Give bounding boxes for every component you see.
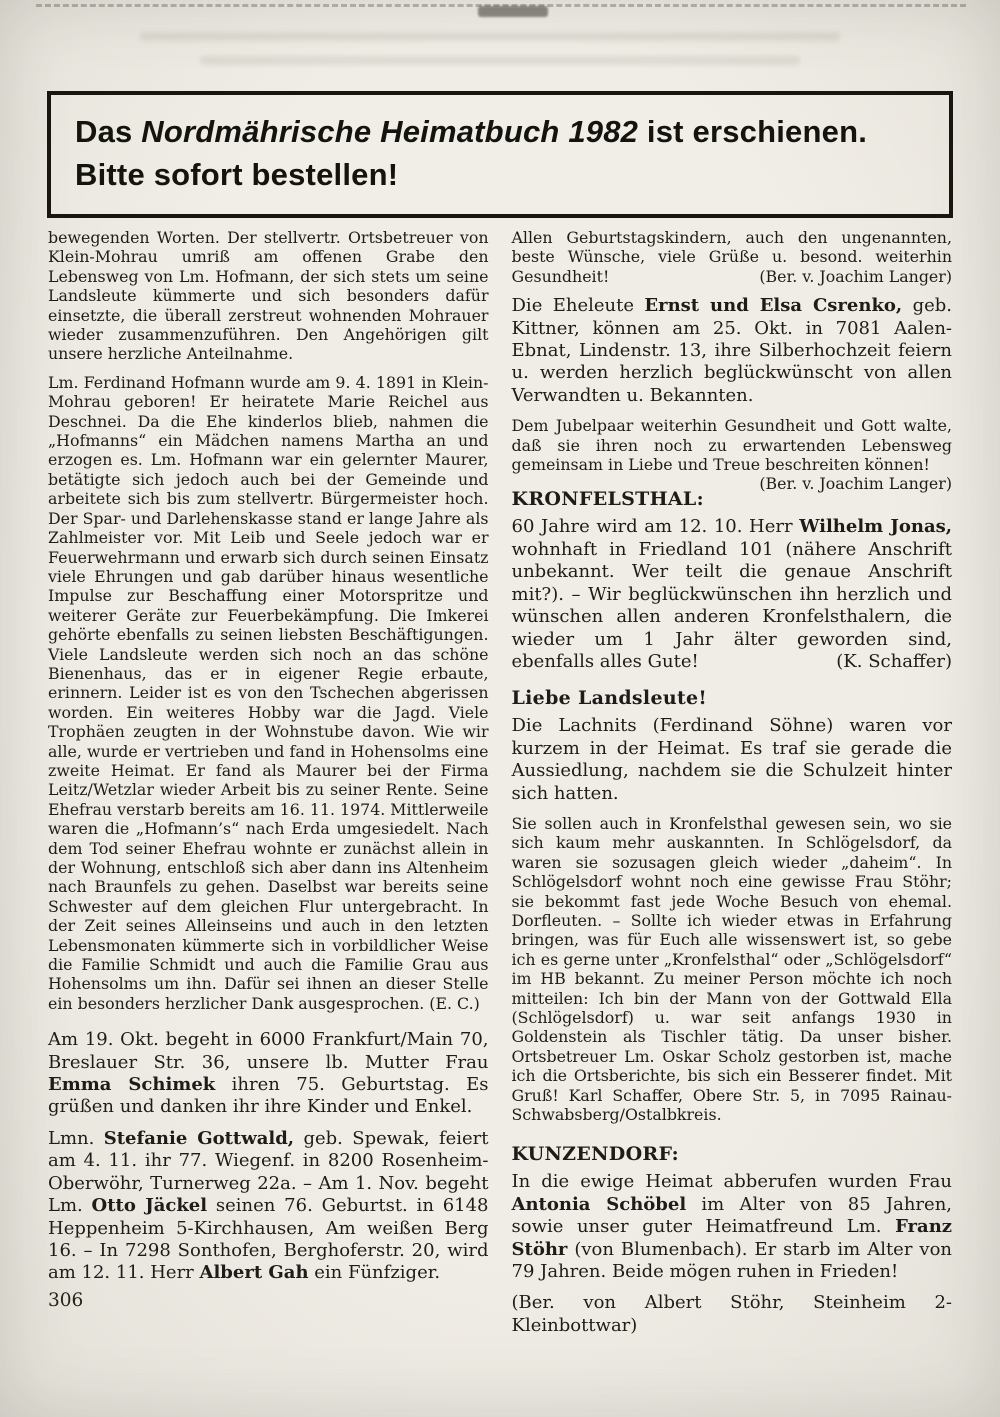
person-name: Stefanie Gottwald, [103, 1127, 295, 1149]
person-name: Antonia Schöbel [511, 1193, 687, 1215]
person-name: Ernst und Elsa Csrenko, [644, 295, 903, 317]
body-text: Allen Geburtstagskindern, auch den ungenannten, beste Wünsche, viele Grüße u. besond. weiterhin Gesundheit! [511, 228, 952, 286]
body-text: 60 Jahre wird am 12. 10. Herr [511, 516, 800, 538]
banner-cta: Bitte sofort bestellen! [75, 157, 399, 192]
paragraph [512, 1292, 953, 1337]
body-text: wohnhaft in Friedland 101 (nähere Anschrift unbekannt. Wer teilt die genaue Anschrift mit?). – Wir beglückwünschen ihn herzlich und wünschen allen anderen Kronfelsthalern, die wieder um 1 Jahr älter geworden sind, ebenfalls alles Gute! [511, 538, 952, 672]
person-name: Albert Gah [199, 1262, 309, 1284]
text-columns [48, 228, 952, 1346]
banner-text-post: ist erschienen. [638, 114, 868, 149]
body-text: Am 19. Okt. begeht in 6000 Frankfurt/Main 70, Breslauer Str. 36, unsere lb. Mutter Frau [48, 1029, 489, 1073]
banner-text-pre: Das [75, 114, 142, 149]
paragraph [48, 1128, 489, 1285]
body-text: geb. Kittner, können am 25. Okt. in 7081 Aalen-Ebnat, Lindenstr. 13, ihre Silberhochzeit feiern u. werden herzlich beglückwünscht von allen Verwandten u. Bekannten. [511, 295, 952, 406]
body-text: (Ber. von Albert Stöhr, Steinheim 2-Kleinbottwar) [511, 1292, 952, 1336]
body-text: Dem Jubelpaar weiterhin Gesundheit und Gott walte, daß sie ihren noch zu erwartenden Lebensweg gemeinsam in Liebe und Treue beschreiten können! [511, 416, 952, 475]
banner-line-1 [75, 110, 925, 153]
body-text: Lm. Ferdinand Hofmann wurde am 9. 4. 1891 in Klein-Mohrau geboren! Er heiratete Marie Reichel aus Deschnei. Da die Ehe kinderlos blieb, nahmen die „Hofmanns“ ein Mädchen namens Martha an und erzogen es. Lm. Hofmann war ein gelernter Maurer, betätigte sich jedoch auch bei der Gemeinde und arbeitete sich bis zum stellvertr. Bürgermeister hoch. Der Spar- und Darlehenskasse stand er lange Jahre als Zahlmeister vor. Mit Leib und Seele jedoch war er Feuerwehrmann und erwarb sich durch seinen Einsatz viele Ehrungen und gab darüber hinaus wesentliche Impulse zur Beschaffung einer Motorspritze und weiterer Geräte zur Feuerbekämpfung. Die Imkerei gehörte ebenfalls zu seinen liebsten Beschäftigungen. Viele Landsleute werden sich noch an das schöne Bienenhaus, das er in eigener Regie erbaute, erinnern. Leider ist es von den Tschechen abgerissen worden. Ein weiteres Hobby war die Jagd. Viele Trophäen zeugten in der Wohnstube davon. Wie wir alle, wurde er vertrieben und fand in Hohensolms eine zweite Heimat. Er fand als Maurer bei der Firma Leitz/Wetzlar wieder Arbeit bis zu seiner Rente. Seine Ehefrau verstarb bereits am 16. 11. 1974. Mittlerweile waren die „Hofmann’s“ nach Erda umgesiedelt. Nach dem Tod seiner Ehefrau wohnte er zunächst allein in der Wohnung, entschloß sich aber dann ins Altenheim nach Braunfels zu gehen. Daselbst war bereits seine Schwester auf dem gleichen Flur untergebracht. In der Zeit seines Alleinseins und auch in den letzten Lebensmonaten kümmerte sich in vorbildlicher Weise die Familie Schmidt und auch die Familie Grau aus Hohensolms um ihn. Dafür sei ihnen an dieser Stelle ein besonders herzlicher Dank ausgesprochen. (E. C.) [48, 372, 489, 1013]
scan-artifact [140, 32, 840, 41]
paragraph [48, 373, 489, 1013]
right-column [512, 228, 953, 1346]
body-text: Sie sollen auch in Kronfelsthal gewesen sein, wo sie sich kaum mehr auskannten. In Schlögelsdorf, da waren sie sozusagen gleich wieder „daheim“. In Schlögelsdorf wohnt noch eine gewisse Frau Stöhr; sie bekommt fast jede Woche Besuch von ehemal. Dorfleuten. – Sollte ich wieder etwas in Erfahrung bringen, was für Euch alle wissenswert ist, so gebe ich es gerne unter „Kronfelsthal“ oder „Schlögelsdorf“ im HB bekannt. Zu meiner Person möchte ich noch mitteilen: Ich bin der Mann von der Gottwald Ella (Schlögelsdorf) u. war seit anfangs 1930 in Goldenstein als Tischler tätig. Da unser bisher. Ortsbetreuer Lm. Oskar Scholz gestorben ist, mache ich die Ortsberichte, bis sich ein Besserer findet. Mit Gruß! Karl Schaffer, Obere Str. 5, in 7095 Rainau-Schwabsberg/Ostalbkreis. [511, 813, 952, 1125]
scan-artifact [200, 56, 800, 65]
body-text: seinen 76. Geburtst. in 6148 Heppenheim 5-Kirchhausen, Am weißen Berg 16. – In 7298 Sonthofen, Berghoferstr. 20, wird am 12. 11. Herr [48, 1195, 489, 1284]
body-text: ein Fünfziger. [308, 1262, 441, 1284]
body-text: In die ewige Heimat abberufen wurden Frau [511, 1171, 952, 1193]
body-text: im Alter von 85 Jahren, sowie unser guter Heimatfreund Lm. [511, 1193, 953, 1238]
scan-artifact [478, 6, 548, 17]
attribution: (Ber. v. Joachim Langer) [759, 266, 952, 286]
body-text: ihren 75. Geburtstag. Es grüßen und danken ihr ihre Kinder und Enkel. [48, 1074, 489, 1118]
body-text: bewegenden Worten. Der stellvertr. Ortsbetreuer von Klein-Mohrau umriß am offenen Grabe den Lebensweg von Lm. Hofmann, der sich stets um seine Landsleute kümmerte und sich besonders dafür einsetzte, die überall zerstreut wohnenden Mohrauer wieder zusammenzuführen. Den Angehörigen gilt unsere herzliche Anteilnahme. [48, 228, 489, 364]
person-name: Wilhelm Jonas, [799, 516, 953, 538]
paragraph [48, 228, 489, 364]
paragraph [512, 814, 953, 1125]
body-text: Die Eheleute [511, 295, 645, 317]
paragraph [48, 1029, 489, 1119]
body-text: (von Blumenbach). Er starb im Alter von 79 Jahren. Beide mögen ruhen in Frieden! [511, 1238, 952, 1283]
attribution: (Ber. v. Joachim Langer) [759, 474, 952, 494]
paragraph [511, 416, 953, 494]
announcement-banner [47, 91, 953, 218]
body-text: Die Lachnits (Ferdinand Söhne) waren vor kurzem in der Heimat. Es traf sie gerade die Aussiedlung, nachdem sie die Schulzeit hinter sich hatten. [511, 715, 952, 804]
paragraph [512, 516, 953, 673]
paragraph [512, 715, 953, 805]
paragraph [512, 228, 953, 286]
left-column [48, 228, 489, 1346]
section-heading: KUNZENDORF: [511, 1143, 679, 1166]
person-name: Franz Stöhr [511, 1216, 952, 1260]
person-name: Emma Schimek [48, 1074, 216, 1096]
body-text: geb. Spewak, feiert am 4. 11. ihr 77. Wiegenf. in 8200 Rosenheim-Oberwöhr, Turnerweg 22a. – Am 1. Nov. begeht Lm. [48, 1127, 489, 1217]
section-heading: KRONFELSTHAL: [511, 488, 704, 511]
page-number: 306 [48, 1290, 84, 1311]
attribution: (K. Schaffer) [836, 650, 952, 672]
section-heading: Liebe Landsleute! [511, 687, 708, 710]
body-text: Lmn. [48, 1127, 104, 1149]
paragraph [512, 295, 953, 407]
paragraph [512, 1171, 953, 1283]
person-name: Otto Jäckel [91, 1195, 208, 1217]
banner-book-title: Nordmährische Heimatbuch 1982 [141, 114, 639, 149]
